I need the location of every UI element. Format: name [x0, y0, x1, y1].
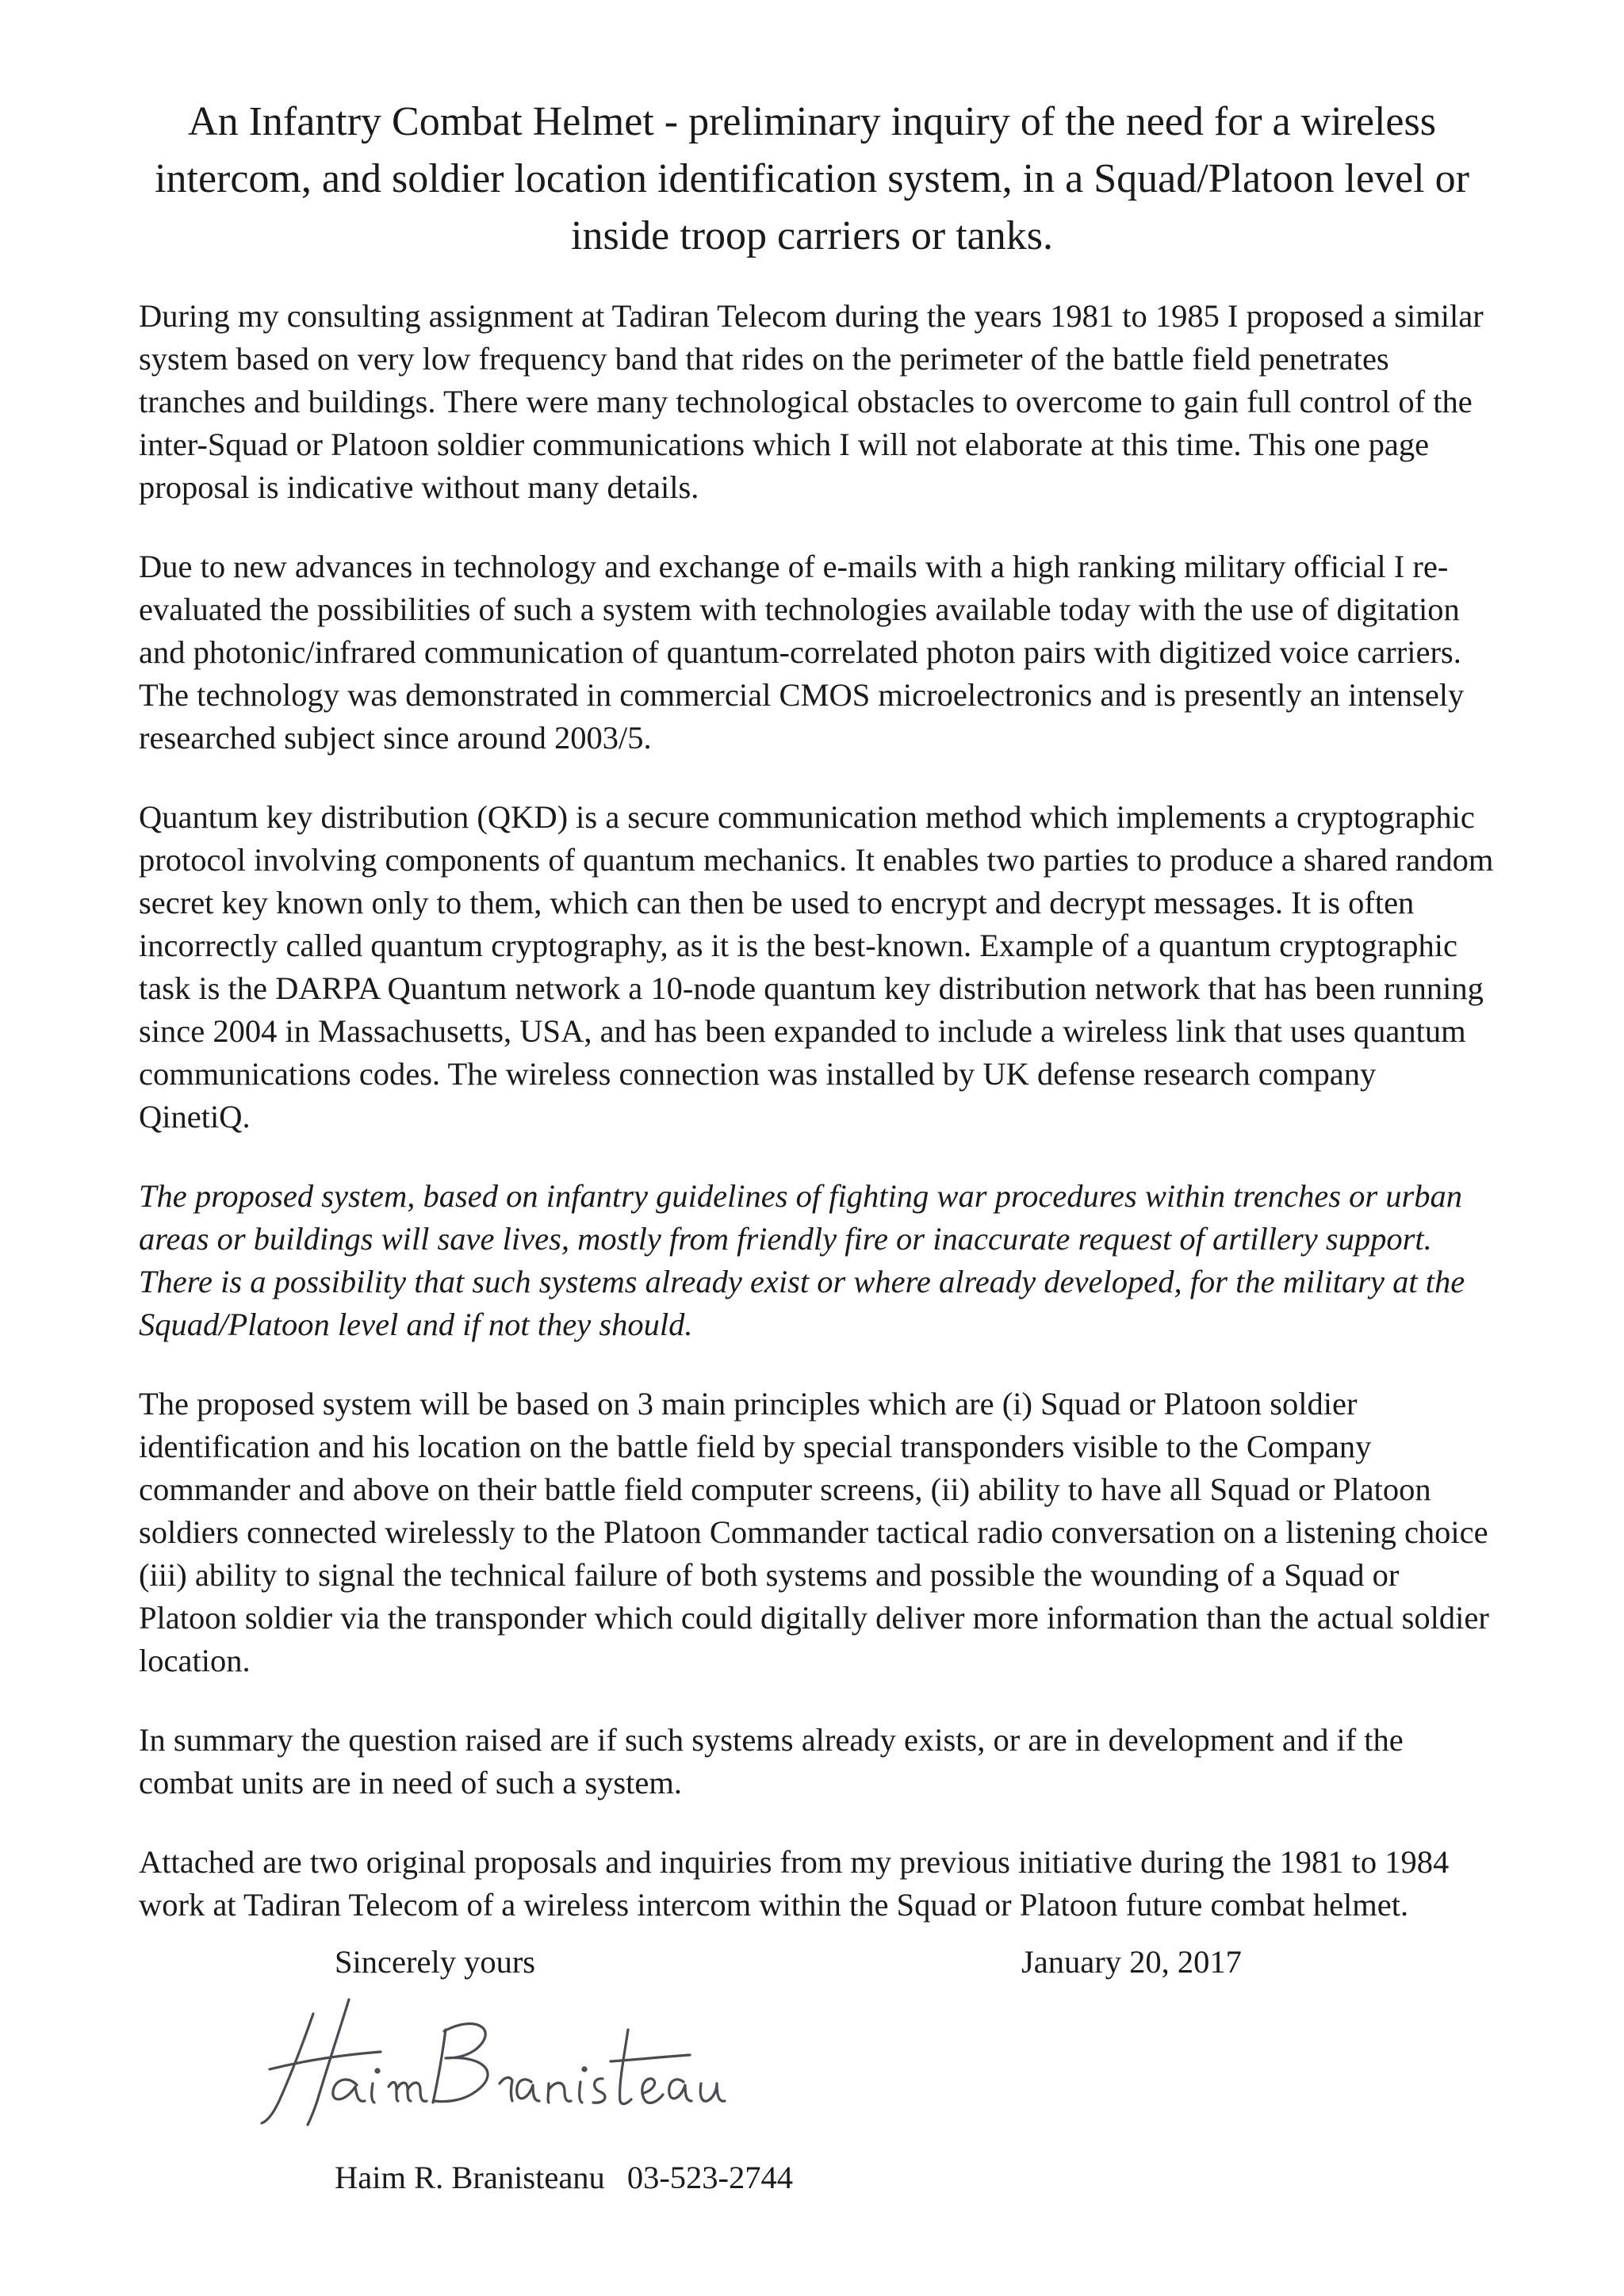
paragraph-consulting-background: During my consulting assignment at Tadiran Telecom during the years 1981 to 1985 I proposed a similar system based on very low frequency band that rides on the perimeter of the battle field penetrates tranches and buildings. There were many technological obstacles to overcome to gain full control of the inter-Squad or Platoon soldier communications which I will not elaborate at this time. This one page proposal is indicative without many details. [139, 298, 1484, 505]
paragraph-attachments: Attached are two original proposals and inquiries from my previous initiative during the 1981 to 1984 work at Tadiran Telecom of a wireless intercom within the Squad or Platoon future combat helmet. [139, 1844, 1450, 1923]
paragraph-summary: In summary the question raised are if such systems already exists, or are in development and if the combat units are in need of such a system. [139, 1722, 1404, 1800]
paragraph-quantum-key-distribution: Quantum key distribution (QKD) is a secure communication method which implements a cryptographic protocol involving components of quantum mechanics. It enables two parties to produce a shared random secret key known only to them, which can then be used to encrypt and decrypt messages. It is often incorrectly called quantum cryptography, as it is the best-known. Example of a quantum cryptographic task is the DARPA Quantum network a 10-node quantum key distribution network that has been running since 2004 in Massachusetts, USA, and has been expanded to include a wireless link that uses quantum communications codes. The wireless connection was installed by UK defense research company QinetiQ. [139, 799, 1494, 1135]
letter-date: January 20, 2017 [1021, 1944, 1242, 1980]
document-body [139, 295, 1495, 1963]
document-title: An Infantry Combat Helmet - preliminary inquiry of the need for a wireless intercom, and soldier location identification system, in a Squad/Platoon level or inside troop carriers or tanks. [155, 99, 1469, 258]
paragraph-technology-advances: Due to new advances in technology and exchange of e-mails with a high ranking military official I re-evaluated the possibilities of such a system with technologies available today with the use of digitation and photonic/infrared communication of quantum-correlated photon pairs with digitized voice carriers. The technology was demonstrated in commercial CMOS microelectronics and is presently an intensely researched subject since around 2003/5. [139, 549, 1465, 756]
closing-salutation: Sincerely yours [335, 1944, 536, 1980]
signer-line [335, 2156, 793, 2199]
paragraph-main-principles: The proposed system will be based on 3 main principles which are (i) Squad or Platoon soldier identification and his location on the battle field by special transponders visible to the Company commander and above on their battle field computer screens, (ii) ability to have all Squad or Platoon soldiers connected wirelessly to the Platoon Commander tactical radio conversation on a listening choice (iii) ability to signal the technical failure of both systems and possible the wounding of a Squad or Platoon soldier via the transponder which could digitally deliver more information than the actual soldier location. [139, 1386, 1489, 1678]
handwritten-signature [238, 1982, 809, 2133]
paragraph-proposed-system-italic: The proposed system, based on infantry guidelines of fighting war procedures within trenches or urban areas or buildings will save lives, mostly from friendly fire or inaccurate request of artillery support. There is a possibility that such systems already exist or where already developed, for the military at the Squad/Platoon level and if not they should. [139, 1178, 1465, 1342]
signer-phone: 03-523-2744 [626, 2160, 794, 2195]
signer-name: Haim R. Branisteanu [335, 2160, 605, 2195]
